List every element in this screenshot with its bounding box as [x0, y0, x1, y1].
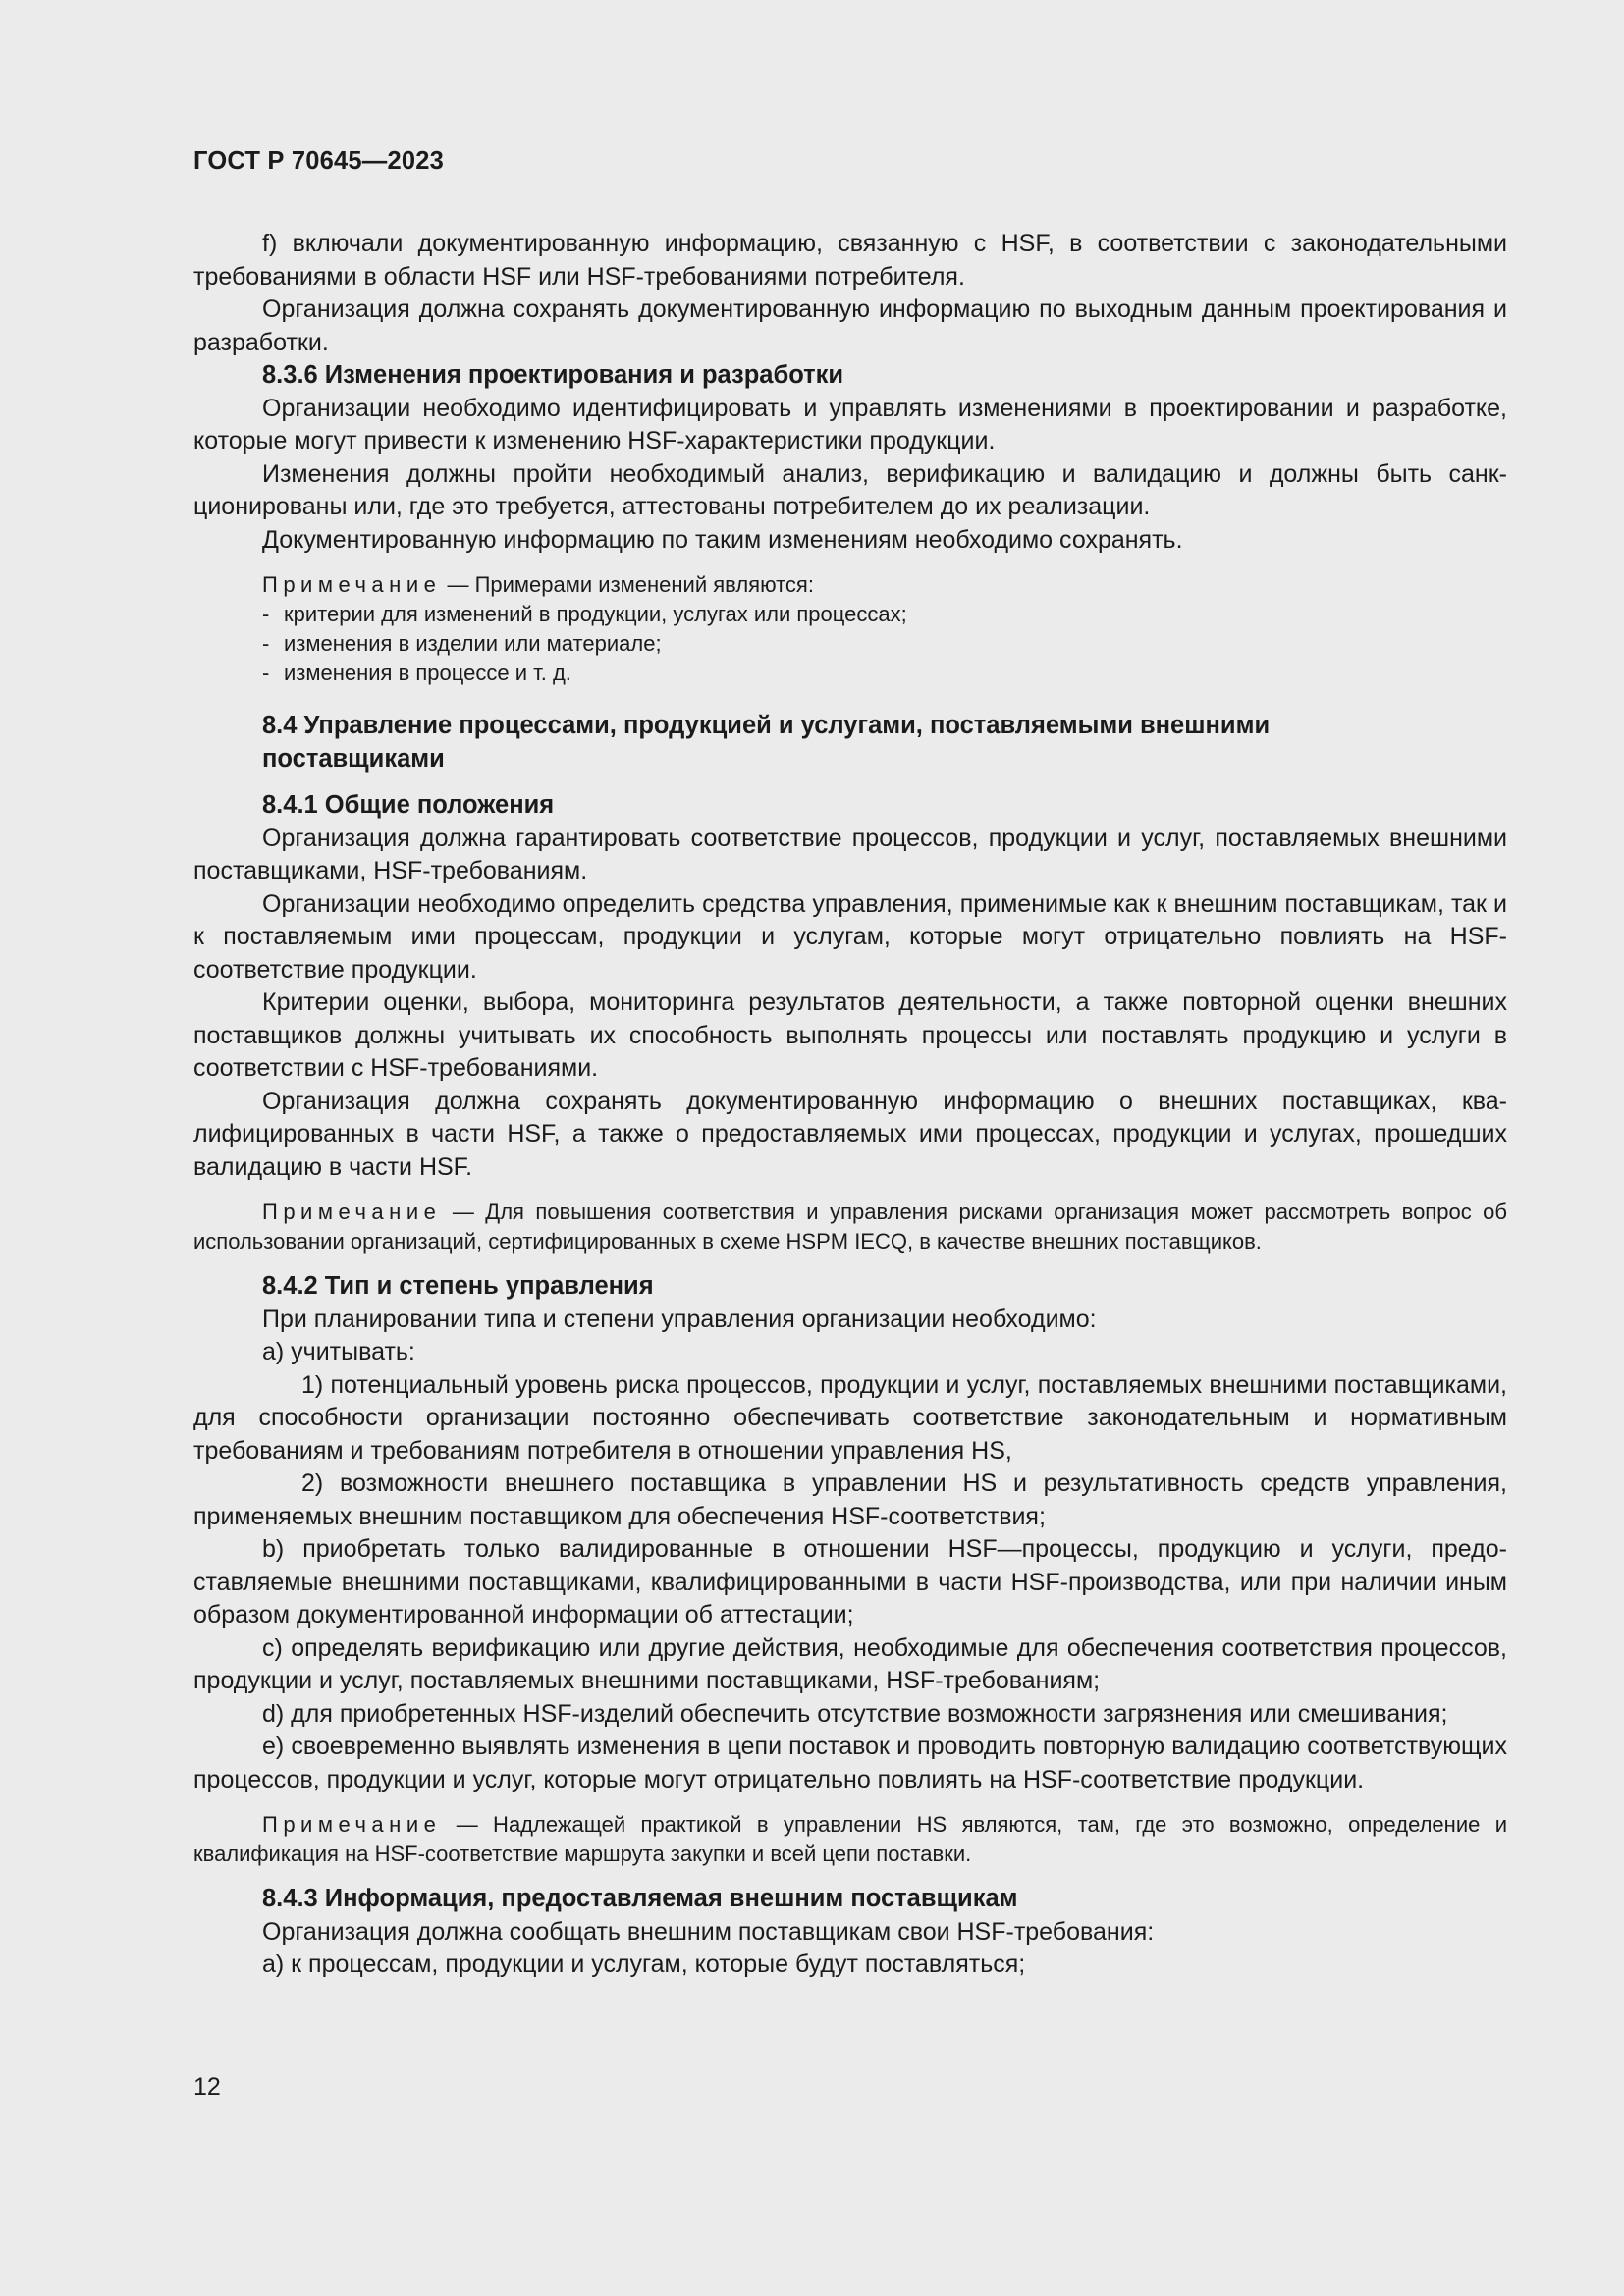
- paragraph: Организация должна сообщать внешним поставщикам свои HSF-требования:: [262, 1917, 1155, 1946]
- list-item: - критерии для изменений в продукции, услугах или процессах;: [262, 600, 1507, 629]
- section-heading-line: 8.4 Управление процессами, продукцией и услугами, поставляемыми внешними: [262, 712, 1271, 739]
- list-item-a1: 1) потенциальный уровень риска процессов, продукции и услуг, поставляемых внешними поставщиками, для способности организации постоянно обеспечивать соответствие законодательным и нормативным требованиям и требованиям потребителя в отношении управления HS,: [193, 1370, 1507, 1465]
- section-heading-8-4-3: 8.4.3 Информация, предоставляемая внешним поставщикам: [262, 1885, 1018, 1912]
- note-block: [193, 1198, 1507, 1256]
- list-item-a: a) учитывать:: [262, 1338, 415, 1365]
- section-heading-line: поставщиками: [262, 744, 445, 773]
- note-text: — Примерами изменений являются:: [447, 572, 814, 597]
- list-item-d: d) для приобретенных HSF-изделий обеспечить отсутствие возможности загрязнения или смешивания;: [262, 1699, 1448, 1728]
- paragraph: Критерии оценки, выбора, мониторинга результатов деятельности, а также повторной оценки внешних поставщиков должны учитывать их способность выполнять процессы или поставлять продукцию и услуги в соответствии с HSF-требованиями.: [193, 988, 1507, 1082]
- note-label: Примечание: [262, 1812, 442, 1837]
- paragraph: f) включали документированную информацию, связанную с HSF, в соответствии с законодательными требованиями в области HSF или HSF-требованиями потребителя.: [193, 230, 1507, 291]
- paragraph: При планировании типа и степени управления организации необходимо:: [262, 1305, 1097, 1333]
- section-heading-8-3-6: 8.3.6 Изменения проектирования и разработки: [262, 361, 844, 389]
- section-heading-8-4-2: 8.4.2 Тип и степень управления: [262, 1272, 654, 1300]
- paragraph: Документированную информацию по таким изменениям необходимо сохранять.: [262, 525, 1183, 554]
- paragraph: Изменения должны пройти необходимый анализ, верификацию и валидацию и должны быть санкционированы или, где это требуется, аттестованы потребителем до их реализации.: [193, 459, 1507, 520]
- section-heading-8-4-1: 8.4.1 Общие положения: [262, 791, 555, 819]
- paragraph: Организация должна сохранять документированную информацию по выходным данным проектирования и разработки.: [193, 295, 1507, 356]
- list-item-c: c) определять верификацию или другие действия, необходимые для обеспечения соответствия процессов, продукции и услуг, поставляемых внешними поставщиками, HSF-требованиям;: [193, 1633, 1507, 1694]
- list-item-a: a) к процессам, продукции и услугам, которые будут поставляться;: [262, 1950, 1026, 1978]
- note-list: [262, 600, 1507, 688]
- list-item: - изменения в изделии или материале;: [262, 629, 1507, 659]
- note-text: — Надлежащей практикой в управлении HS являются, там, где это возможно, определение и квалификация на HSF-соответствие маршрута закупки и всей цепи поставки.: [193, 1812, 1507, 1866]
- section-heading-8-4: [193, 710, 1507, 775]
- document-header: ГОСТ Р 70645—2023: [193, 147, 445, 175]
- note-label: Примечание: [262, 572, 442, 597]
- paragraph: Организация должна гарантировать соответствие процессов, продукции и услуг, поставляемых внешними поставщиками, HSF-требованиям.: [193, 824, 1507, 884]
- note-text: — Для повышения соответствия и управления рисками организация может рассмотреть вопрос об использовании организаций, сертифицированных в схеме HSPM IECQ, в качестве внешних поставщиков.: [193, 1200, 1507, 1254]
- document-body: [193, 228, 1507, 1982]
- list-item-e: e) своевременно выявлять изменения в цепи поставок и проводить повторную валидацию соответствующих процессов, продукции и услуг, которые могут отрицательно повлиять на HSF-соответствие продукции.: [193, 1733, 1507, 1793]
- list-item-a2: 2) возможности внешнего поставщика в управлении HS и результативность средств управления, применяемых внешним поставщиком для обеспечения HSF-соответствия;: [193, 1469, 1507, 1530]
- paragraph: Организации необходимо идентифицировать и управлять изменениями в проектировании и разработке, которые могут привести к изменению HSF-характеристики продукции.: [193, 394, 1507, 454]
- list-item: - изменения в процессе и т. д.: [262, 659, 1507, 688]
- list-item-b: b) приобретать только валидированные в отношении HSF—процессы, продукцию и услуги, предоставляемые внешними поставщиками, квалифицированными в части HSF-производства, или при наличии иным образом документированной информации об аттестации;: [193, 1535, 1507, 1629]
- note-block: [193, 570, 1507, 688]
- page-number: 12: [193, 2073, 221, 2101]
- paragraph: Организации необходимо определить средства управления, применимые как к внешним поставщикам, так и к поставляемым ими процессам, продукции и услугам, которые могут отрицательно повлиять на HSF-соответствие продукции.: [193, 889, 1507, 984]
- note-label: Примечание: [262, 1200, 442, 1224]
- paragraph: Организация должна сохранять документированную информацию о внешних поставщиках, квалифицированных в части HSF, а также о предоставляемых ими процессах, продукции и услугах, прошедших валидацию в части HSF.: [193, 1087, 1507, 1181]
- note-block: [193, 1810, 1507, 1869]
